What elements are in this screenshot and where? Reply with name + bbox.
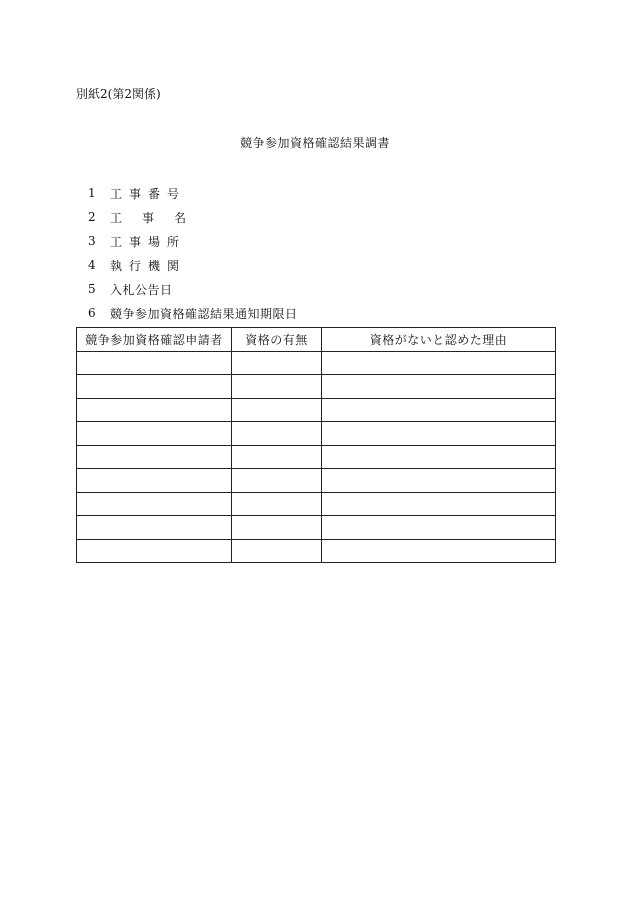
item-number: 2 [88,210,96,224]
table-cell [232,375,322,399]
item-label: 工事番号 [110,186,187,201]
table-cell [322,539,556,563]
item-construction-number [88,181,298,205]
table-cell [77,445,232,469]
table-row [77,445,556,469]
table-cell [322,516,556,540]
table-row [77,422,556,446]
qualification-result-table [76,327,556,563]
table-cell [232,516,322,540]
column-header-qualification: 資格の有無 [232,328,322,352]
item-number: 4 [88,258,96,272]
annex-label: 別紙2(第2関係) [76,87,161,101]
item-label: 執行機関 [110,258,187,273]
table-row [77,398,556,422]
column-header-reason: 資格がないと認めた理由 [322,328,556,352]
item-executing-agency [88,253,298,277]
item-construction-name [88,205,298,229]
table-cell [232,398,322,422]
item-label: 競争参加資格確認結果通知期限日 [110,306,298,321]
table-cell [232,469,322,493]
item-number: 1 [88,186,96,200]
table-row [77,539,556,563]
item-number: 3 [88,234,96,248]
column-header-applicant: 競争参加資格確認申請者 [77,328,232,352]
table-cell [77,375,232,399]
table-cell [77,516,232,540]
table-cell [322,445,556,469]
item-label: 工事名 [110,210,207,225]
table-cell [232,422,322,446]
table-cell [322,422,556,446]
table-cell [322,492,556,516]
table-cell [322,469,556,493]
table-row [77,375,556,399]
table-header-row [77,328,556,352]
table-cell [232,492,322,516]
table-cell [322,351,556,375]
item-notification-deadline [88,301,298,325]
item-label: 工事場所 [110,234,187,249]
table-cell [322,375,556,399]
table-row [77,351,556,375]
table-cell [322,398,556,422]
item-bid-announcement-date [88,277,298,301]
table-cell [232,351,322,375]
table-cell [77,422,232,446]
table-cell [77,539,232,563]
item-number: 6 [88,306,96,320]
table-row [77,492,556,516]
table-row [77,516,556,540]
table-cell [77,469,232,493]
item-label: 入札公告日 [110,282,173,297]
table-cell [232,445,322,469]
item-number: 5 [88,282,96,296]
table-cell [77,398,232,422]
document-title: 競争参加資格確認結果調書 [239,136,390,150]
table-cell [77,351,232,375]
table-row [77,469,556,493]
table-cell [232,539,322,563]
item-list [88,181,298,325]
item-construction-location [88,229,298,253]
table-cell [77,492,232,516]
